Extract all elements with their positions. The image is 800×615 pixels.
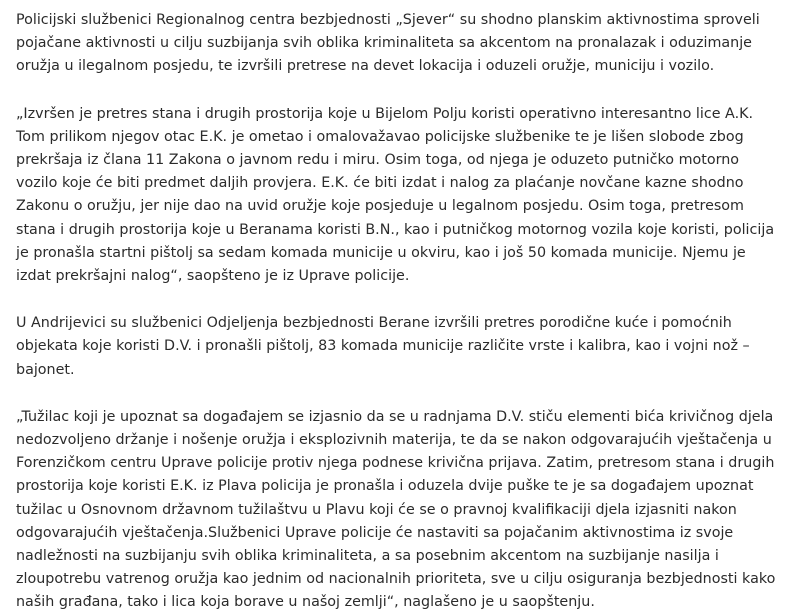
article-paragraph: Policijski službenici Regionalnog centra bezbjednosti „Sjever“ su shodno planskim aktivnostima sproveli pojačane aktivnosti u cilju suzbijanja svih oblika kriminaliteta sa akcentom na pronalazak i oduzimanje oružja u ilegalnom posjedu, te izvršili pretrese na devet lokacija i oduzeli oružje, municiju i vozilo.: [16, 12, 760, 75]
article-paragraph: „Tužilac koji je upoznat sa događajem se izjasnio da se u radnjama D.V. stiču elementi bića krivičnog djela nedozvoljeno držanje i nošenje oružja i eksplozivnih materija, te da se nakon odgovarajućih vještačenja u Forenzičkom centru Uprave policije protiv njega podnese krivična prijava. Zatim, pretresom stana i drugih prostorija koje koristi E.K. iz Plava policija je pronašla i oduzela dvije puške te je sa događajem upoznat tužilac u Osnovnom državnom tužilaštvu u Plavu koji će se o pravnoj kvalifikaciji djela izjasniti nakon odgovarajućih vještačenja.Službenici Uprave policije će nastaviti sa pojačanim aktivnostima iz svoje nadležnosti na suzbijanju svih oblika kriminaliteta, a sa posebnim akcentom na suzbijanje nasilja i zloupotrebu vatrenog oružja kao jednim od nacionalnih prioriteta, sve u cilju osiguranja bezbjednosti kako naših građana, tako i lica koja borave u našoj zemlji“, naglašeno je u saopštenju.: [16, 408, 776, 611]
article-paragraph: „Izvršen je pretres stana i drugih prostorija koje u Bijelom Polju koristi operativno interesantno lice A.K. Tom prilikom njegov otac E.K. je ometao i omalovažavao policijske službenike te je lišen slobode zbog prekršaja iz člana 11 Zakona o javnom redu i miru. Osim toga, od njega je oduzeto putničko motorno vozilo koje će biti predmet daljih provjera. E.K. će biti izdat i nalog za plaćanje novčane kazne shodno Zakonu o oružju, jer nije dao na uvid oružje koje posjeduje u legalnom posjedu. Osim toga, pretresom stana i drugih prostorija koje u Beranama koristi B.N., kao i putničkog motornog vozila koje koristi, policija je pronašla startni pištolj sa sedam komada municije u okviru, kao i još 50 komada municije. Njemu je izdat prekršajni nalog“, saopšteno je iz Uprave policije.: [16, 105, 775, 285]
article-paragraph: U Andrijevici su službenici Odjeljenja bezbjednosti Berane izvršili pretres porodične kuće i pomoćnih objekata koje koristi D.V. i pronašli pištolj, 83 komada municije različite vrste i kalibra, kao i vojni nož – bajonet.: [16, 315, 750, 378]
